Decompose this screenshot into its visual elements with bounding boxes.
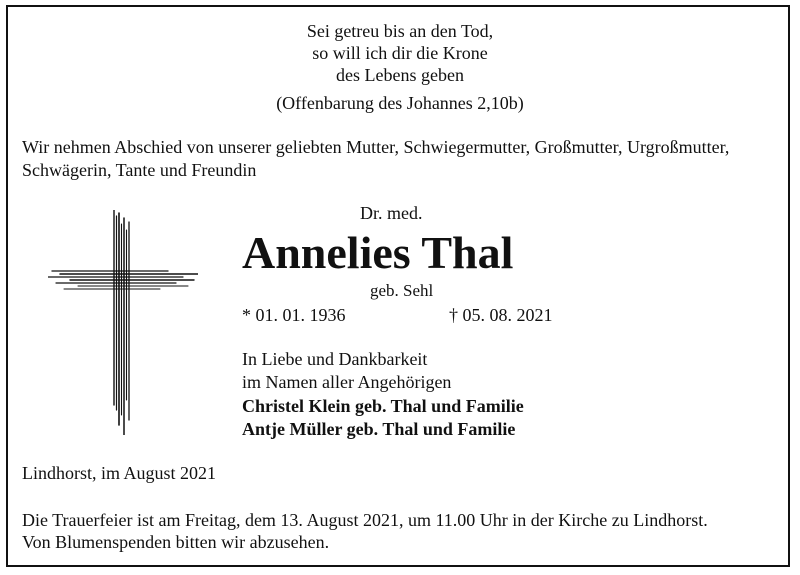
verse-line-3: des Lebens geben: [336, 65, 464, 85]
funeral-notice-line-2: Von Blumenspenden bitten wir abzusehen.: [22, 532, 330, 552]
mourners-line-1: In Liebe und Dankbarkeit: [242, 349, 428, 369]
deceased-name: Annelies Thal: [242, 227, 514, 278]
farewell-intro: Wir nehmen Abschied von unserer geliebten Mutter, Schwiegermutter, Großmutter, Urgroßmutter, Schwägerin, Tante und Freundin: [22, 137, 730, 180]
verse-line-1: Sei getreu bis an den Tod,: [306, 21, 494, 41]
family-name-2: Antje Müller geb. Thal und Familie: [242, 419, 516, 439]
place-date: Lindhorst, im August 2021: [22, 463, 217, 483]
verse-line-2: so will ich dir die Krone: [312, 43, 488, 63]
family-name-1: Christel Klein geb. Thal und Familie: [242, 396, 524, 416]
birth-name: geb. Sehl: [370, 281, 434, 300]
academic-title: Dr. med.: [360, 203, 423, 223]
mourners-line-2: im Namen aller Angehörigen: [242, 372, 452, 392]
birth-date: * 01. 01. 1936: [242, 305, 346, 325]
verse-reference: (Offenbarung des Johannes 2,10b): [276, 93, 524, 113]
death-date: † 05. 08. 2021: [449, 305, 553, 325]
cross-icon: [48, 210, 198, 435]
funeral-notice-line-1: Die Trauerfeier ist am Freitag, dem 13. August 2021, um 11.00 Uhr in der Kirche zu Lindhorst.: [22, 510, 708, 530]
